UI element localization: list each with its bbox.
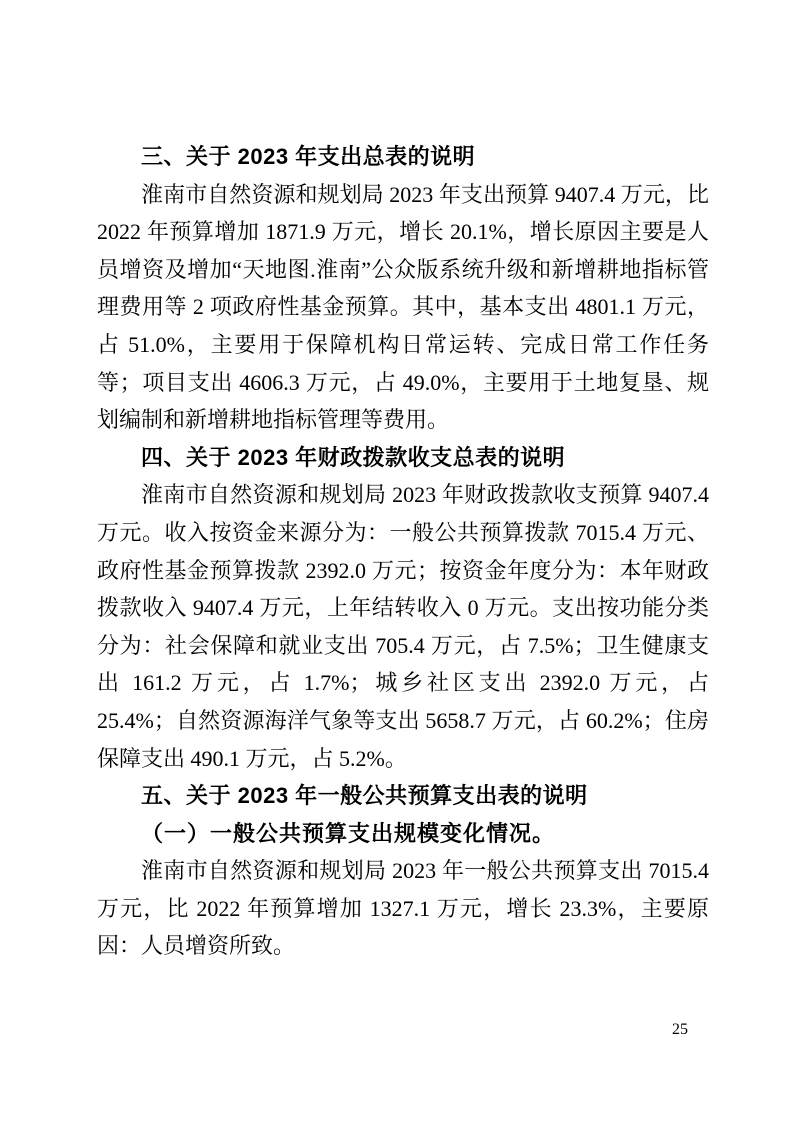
section-4-heading: 四、关于 2023 年财政拨款收支总表的说明 — [141, 444, 566, 470]
section-5-paragraph: 淮南市自然资源和规划局 2023 年一般公共预算支出 7015.4 万元，比 2022 年预算增加 1327.1 万元，增长 23.3%，主要原因：人员增资所致。 — [97, 858, 709, 959]
page-number: 25 — [672, 1021, 688, 1038]
document-content — [97, 138, 709, 965]
section-5-heading: 五、关于 2023 年一般公共预算支出表的说明 — [141, 783, 588, 809]
section-3-heading: 三、关于 2023 年支出总表的说明 — [141, 144, 476, 169]
section-5-subheading: （一）一般公共预算支出规模变化情况。 — [141, 820, 556, 846]
section-3-paragraph: 淮南市自然资源和规划局 2023 年支出预算 9407.4 万元，比 2022 年预算增加 1871.9 万元，增长 20.1%，增长原因主要是人员增资及增加“天地图.淮南”公众版系统升级和新增耕地指标管理费用等 2 项政府性基金预算。其中，基本支出 4801.1 万元，占 51.0%，主要用于保障机构日常运转、完成日常工作任务等；项目支出 4606.3 万元，占 49.0%，主要用于土地复垦、规划编制和新增耕地指标管理等费用。 — [97, 181, 709, 433]
section-4-paragraph: 淮南市自然资源和规划局 2023 年财政拨款收支预算 9407.4 万元。收入按资金来源分为：一般公共预算拨款 7015.4 万元、政府性基金预算拨款 2392.0 万元；按资金年度分为：本年财政拨款收入 9407.4 万元，上年结转收入 0 万元。支出按功能分类分为：社会保障和就业支出 705.4 万元，占 7.5%；卫生健康支出 161.2 万元，占 1.7%；城乡社区支出 2392.0 万元，占 25.4%；自然资源海洋气象等支出 5658.7 万元，占 60.2%；住房保障支出 490.1 万元，占 5.2%。 — [97, 482, 709, 771]
